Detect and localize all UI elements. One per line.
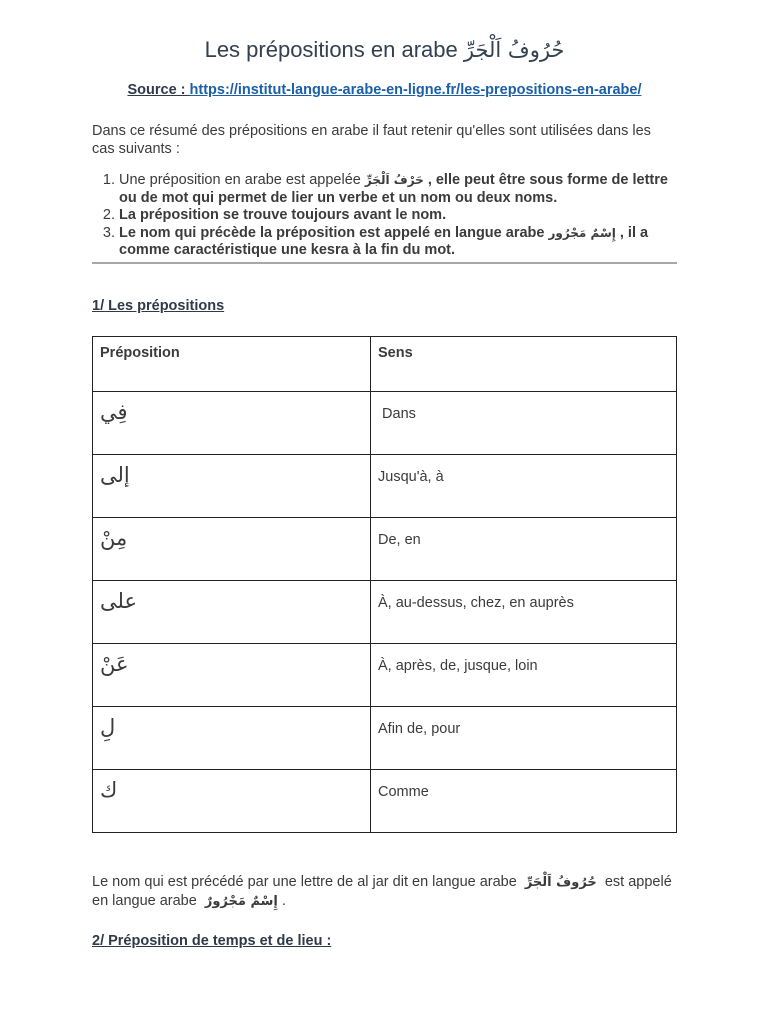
table-row — [93, 454, 677, 517]
intro-paragraph: Dans ce résumé des prépositions en arabe il faut retenir qu'elles sont utilisées dans les cas suivants : — [92, 123, 651, 157]
rule-1-before: Une préposition en arabe est appelée — [119, 172, 361, 188]
title-arabic: حُرُوفُ اَلْجَرِّ — [463, 38, 565, 62]
rules-list — [92, 172, 677, 260]
outro-arabic-2: إِسْمٌ مَجْرُورٌ — [204, 893, 278, 909]
preposition-sense: Jusqu'à, à — [371, 454, 677, 517]
outro-paragraph — [92, 873, 677, 911]
rule-item-2 — [119, 207, 677, 225]
preposition-sense: À, au-dessus, chez, en auprès — [371, 580, 677, 643]
preposition-sense — [371, 391, 677, 454]
rule-item-1 — [119, 172, 677, 207]
table-header-row — [93, 336, 677, 391]
prepositions-table — [92, 336, 677, 833]
source-line — [92, 82, 677, 98]
title-french: Les prépositions en arabe — [204, 37, 458, 62]
section-heading-time-place: 2/ Préposition de temps et de lieu : — [92, 932, 332, 949]
preposition-sense: De, en — [371, 517, 677, 580]
outro-part-2: est appelé en langue arabe — [92, 873, 672, 909]
preposition-arabic: مِنْ — [93, 517, 371, 580]
outro-part-3: . — [281, 892, 286, 909]
table-row — [93, 580, 677, 643]
preposition-arabic: فِي — [93, 391, 371, 454]
page-title — [92, 30, 677, 70]
table-header-sense: Sens — [371, 336, 677, 391]
preposition-arabic: إلى — [93, 454, 371, 517]
preposition-arabic: عَنْ — [93, 643, 371, 706]
rule-1-after: , elle peut être sous forme de lettre ou de mot qui permet de lier un verbe et un nom ou deux noms. — [119, 172, 668, 206]
preposition-sense-text: Dans — [382, 405, 416, 422]
preposition-arabic: على — [93, 580, 371, 643]
table-row — [93, 769, 677, 832]
document-page — [92, 30, 677, 949]
rule-3-arabic: إِسْمٌ مَجْرُور — [548, 225, 616, 240]
table-row — [93, 391, 677, 454]
preposition-arabic: ك — [93, 769, 371, 832]
outro-part-1: Le nom qui est précédé par une lettre de al jar dit en langue arabe — [92, 873, 517, 890]
preposition-sense: À, après, de, jusque, loin — [371, 643, 677, 706]
rule-item-3 — [119, 225, 677, 260]
table-row — [93, 643, 677, 706]
source-link[interactable]: https://institut-langue-arabe-en-ligne.fr/les-prepositions-en-arabe/ — [189, 82, 642, 98]
preposition-sense: Afin de, pour — [371, 706, 677, 769]
preposition-arabic: لِ — [93, 706, 371, 769]
outro-arabic-1: حُرُوفُ اَلْجَرِّ — [524, 874, 597, 890]
rule-3-before: Le nom qui précède la préposition est appelé en langue arabe — [119, 224, 545, 241]
horizontal-divider — [92, 262, 677, 264]
table-row — [93, 517, 677, 580]
section-heading-prepositions: 1/ Les prépositions — [92, 297, 225, 314]
preposition-sense: Comme — [371, 769, 677, 832]
rule-3-after: , il a comme caractéristique une kesra à la fin du mot. — [119, 224, 649, 258]
table-row — [93, 706, 677, 769]
rule-2-text: La préposition se trouve toujours avant le nom. — [119, 207, 447, 223]
table-header-preposition: Préposition — [93, 336, 371, 391]
rule-1-arabic: حَرْفُ اَلْجَرِّ — [364, 173, 424, 187]
source-label: Source : — [127, 82, 186, 98]
